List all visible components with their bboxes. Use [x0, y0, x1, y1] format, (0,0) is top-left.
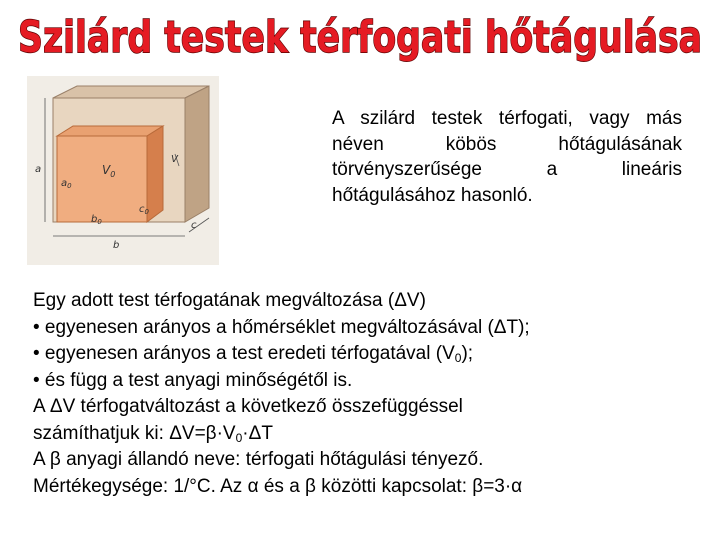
page-title — [0, 0, 720, 72]
formula-line: számíthatjuk ki: $\Delta V=\beta\cdot V_0\cdot\Delta T$ — [33, 422, 273, 445]
label-a: a — [35, 164, 42, 175]
intro-paragraph: A szilárd testek térfogati, vagy más néven köbös hőtágulásának törvényszerűsége a lineáris hőtágulásához hasonló. — [332, 108, 682, 206]
inner-cube-side — [147, 126, 163, 222]
body-line-7: A β anyagi állandó neve: térfogati hőtágulási tényező. — [33, 449, 484, 470]
bullet-1: • egyenesen arányos a hőmérséklet megváltozásával (ΔT); — [33, 316, 530, 338]
cube-expansion-figure — [27, 76, 219, 265]
label-V0: $V_0$ — [102, 163, 116, 179]
inner-cube-front — [57, 136, 147, 222]
body-line-8: Mértékegysége: 1/°C. Az α és a β közötti kapcsolat: β=3·α — [33, 475, 523, 497]
label-b: b — [113, 240, 120, 251]
label-V: V — [171, 154, 178, 165]
outer-cube-top — [53, 86, 209, 98]
label-b0: $b_0$ — [91, 214, 102, 226]
body-line-1: Egy adott test térfogatának megváltozása (ΔV) — [33, 290, 426, 311]
outer-cube-side — [185, 86, 209, 222]
body-text — [33, 288, 693, 500]
body-line-5: A ΔV térfogatváltozást a következő összefüggéssel — [33, 396, 463, 417]
title-text: Szilárd testek térfogati hőtágulása — [18, 12, 702, 63]
label-a0: $a_0$ — [61, 178, 72, 190]
bullet-3: • és függ a test anyagi minőségétől is. — [33, 369, 353, 391]
label-c: c — [191, 220, 197, 231]
inner-cube-top — [57, 126, 163, 136]
bullet-2: • egyenesen arányos a test eredeti térfogatával $(V_0)$; — [33, 343, 474, 365]
label-c0: $c_0$ — [139, 204, 149, 216]
